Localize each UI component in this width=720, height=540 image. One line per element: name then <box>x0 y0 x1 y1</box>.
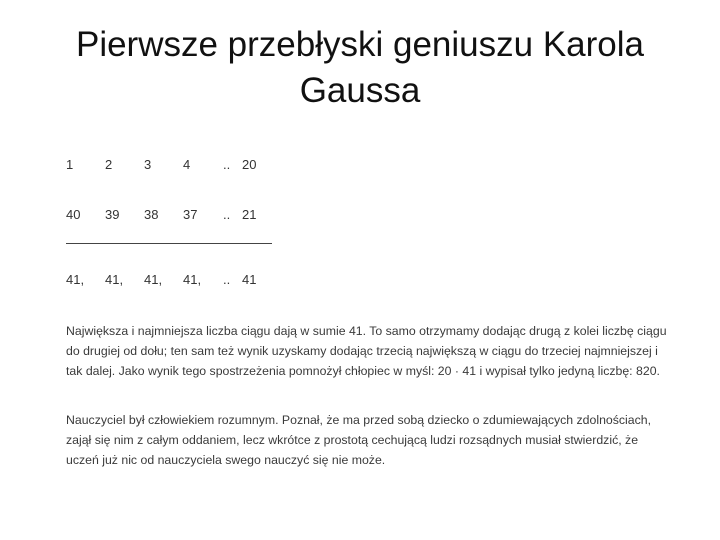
number-cell: 41, <box>183 272 202 287</box>
number-cell: 41 <box>242 272 257 287</box>
number-cell: 41, <box>144 272 163 287</box>
ellipsis-cell: .. <box>223 157 231 172</box>
number-cell: 3 <box>144 157 152 172</box>
slide-title <box>20 22 700 114</box>
number-cell: 40 <box>66 207 81 222</box>
number-cell: 4 <box>183 157 191 172</box>
ellipsis-cell: .. <box>223 207 231 222</box>
ellipsis-cell: .. <box>223 272 231 287</box>
number-cell: 21 <box>242 207 257 222</box>
number-cell: 1 <box>66 157 74 172</box>
paragraph-teacher: Nauczyciel był człowiekiem rozumnym. Poznał, że ma przed sobą dziecko o zdumiewających zdolnościach, zajął się nim z całym oddaniem, lecz wkrótce z prostotą cechującą ludzi rozsądnych musiał stwierdzić, że uczeń już nic od nauczyciela swego nauczyć się nie może. <box>66 413 652 467</box>
paragraph-explanation: Największa i najmniejsza liczba ciągu dają w sumie 41. To samo otrzymamy dodając drugą z kolei liczbę ciągu do drugiej od dołu; ten sam też wynik uzyskamy dodając trzecią największą w ciągu do trzeciej najmniejszej i tak dalej. Jako wynik tego spostrzeżenia pomnożył chłopiec w myśl: 20 · 41 i wypisał tylko jedyną liczbę: 820. <box>66 324 667 378</box>
number-cell: 20 <box>242 157 257 172</box>
number-cell: 2 <box>105 157 113 172</box>
title-line-1: Pierwsze przebłyski geniuszu Karola <box>75 25 645 64</box>
number-cell: 39 <box>105 207 120 222</box>
sum-divider-line <box>66 243 272 244</box>
number-cell: 41, <box>66 272 85 287</box>
number-cell: 37 <box>183 207 198 222</box>
number-cell: 38 <box>144 207 159 222</box>
number-cell: 41, <box>105 272 124 287</box>
title-line-2: Gaussa <box>299 71 421 110</box>
